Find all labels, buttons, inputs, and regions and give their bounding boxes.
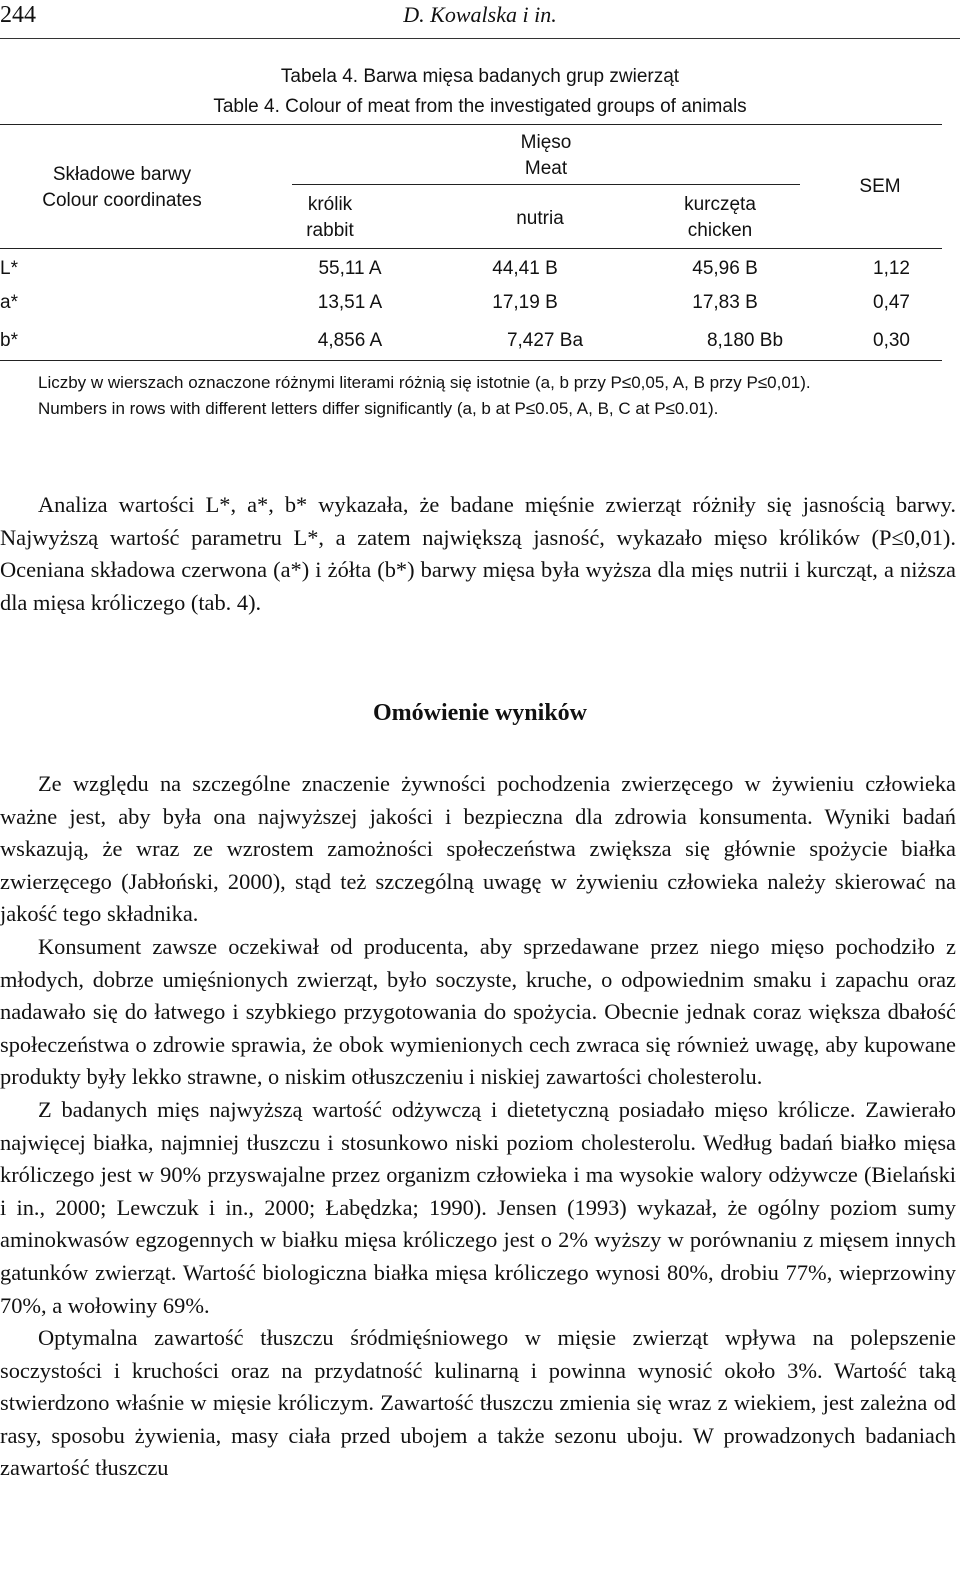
page-header (0, 0, 960, 36)
cell-rabbit: 13,51 A (317, 292, 383, 313)
cell-rabbit: 55,11 A (318, 258, 382, 279)
cell-nutria: 17,19 B (492, 292, 558, 313)
cell-rabbit: 4,856 A (317, 330, 383, 351)
table-footnote (38, 370, 938, 422)
paragraph-text: Optymalna zawartość tłuszczu śródmięśniowego w mięsie zwierząt wpływa na polepszenie soczystości i kruchości oraz na przydatność kulinarną i powinna wynosić około 3%. Wartość taką stwierdzono właśnie w mięsie króliczym. Zawartość tłuszczu zmienia się wraz z wiekiem, jest zależna od rasy, sposobu żywienia, masy ciała przed ubojem a także sezonu uboju. W prowadzonych badaniach zawartość tłuszczu (0, 1325, 956, 1481)
row-label: a* (0, 292, 18, 313)
header-chicken: kurczęta chicken (684, 194, 756, 241)
table-title-en: Table 4. Colour of meat from the investigated groups of animals (213, 96, 747, 117)
row-label: L* (0, 258, 18, 279)
header-sem: SEM (859, 176, 901, 197)
header-rabbit: królik rabbit (306, 194, 354, 241)
meat-group-rule (292, 184, 800, 185)
cell-sem: 0,30 (873, 330, 910, 351)
header-bottom-rule (0, 248, 942, 249)
cell-chicken: 17,83 B (692, 292, 758, 313)
cell-sem: 0,47 (873, 292, 910, 313)
page-number: 244 (0, 2, 36, 28)
table-bottom-rule (0, 360, 942, 361)
cell-sem: 1,12 (873, 258, 910, 279)
table-title-pl: Tabela 4. Barwa mięsa badanych grup zwierząt (280, 66, 680, 87)
paragraph-text: Analiza wartości L*, a*, b* wykazała, że badane mięśnie zwierząt różniły się jasnością barwy. Najwyższą wartość parametru L*, a zatem największą jasność, wykazało mięso królików (P≤0,01). Oceniana składowa czerwona (a*) i żółta (b*) barwy mięsa była wyższa dla mięs nutrii i kurcząt, a niższa dla mięsa króliczego (tab. 4). (0, 492, 956, 615)
table-top-rule (0, 124, 942, 125)
cell-nutria: 7,427 Ba (506, 330, 584, 351)
cell-nutria: 44,41 B (492, 258, 558, 279)
running-head: D. Kowalska i in. (403, 2, 557, 27)
paragraph-text: Z badanych mięs najwyższą wartość odżywczą i dietetyczną posiadało mięso królicze. Zawierało najwięcej białka, najmniej tłuszczu i stosunkowo niski poziom cholesterolu. Według badań białko mięsa króliczego jest w 90% przyswajalne przez organizm człowieka i ma wysokie walory odżywcze (Bielański i in., 2000; Lewczuk i in., 2000; Łabędzka; 1990). Jensen (1993) wykazał, że ogólny poziom sumy aminokwasów egzogennych w białku mięsa króliczego jest o 2% wyższy w porównaniu z mięsem innych gatunków zwierząt. Wartość biologiczna białka mięsa króliczego wynosi 80%, drobiu 77%, wieprzowiny 70%, a wołowiny 69%. (0, 1096, 956, 1318)
results-paragraph (0, 489, 956, 619)
footnote-pl: Liczby w wierszach oznaczone różnymi literami różnią się istotnie (a, b przy P≤0,05, A, B przy P≤0,01). (38, 373, 811, 392)
cell-chicken: 45,96 B (692, 258, 758, 279)
paragraph-text: Konsument zawsze oczekiwał od producenta, aby sprzedawane przez niego mięso pochodziło z młodych, dobrze umięśnionych zwierząt, było soczyste, kruche, o odpowiednim smaku i zapachu oraz nadawało się do łatwego i szybkiego przygotowania do spożycia. Obecnie jednak coraz większa dbałość społeczeństwa o zdrowie sprawia, że obok wymienionych cech zwraca się również uwagę, aby kupowane produkty były lekko strawne, o niskim otłuszczeniu i niskiej zawartości cholesterolu. (0, 933, 956, 1090)
footnote-en: Numbers in rows with different letters differ significantly (a, b at P≤0.05, A, B, C at P≤0.01). (38, 399, 719, 418)
table-caption (0, 62, 960, 122)
header-rule (0, 38, 960, 39)
cell-chicken: 8,180 Bb (706, 330, 784, 351)
header-coordinates: Składowe barwy Colour coordinates (42, 164, 202, 211)
header-nutria: nutria (516, 208, 564, 229)
paragraph-text: Ze względu na szczególne znaczenie żywności pochodzenia zwierzęcego w żywieniu człowieka ważne jest, aby była ona najwyższej jakości i bezpieczna dla zdrowia konsumenta. Wyniki badań wskazują, że wraz ze wzrostem zamożności społeczeństwa zwiększa się głównie spożycie białka zwierzęcego (Jabłoński, 2000), stąd też szczególną uwagę w żywieniu człowieka należy skierować na jakość tego składnika. (0, 771, 956, 927)
discussion-text (0, 768, 956, 1485)
header-meat: Mięso Meat (520, 132, 572, 179)
row-label: b* (0, 330, 18, 351)
section-title: Omówienie wyników (372, 700, 587, 726)
